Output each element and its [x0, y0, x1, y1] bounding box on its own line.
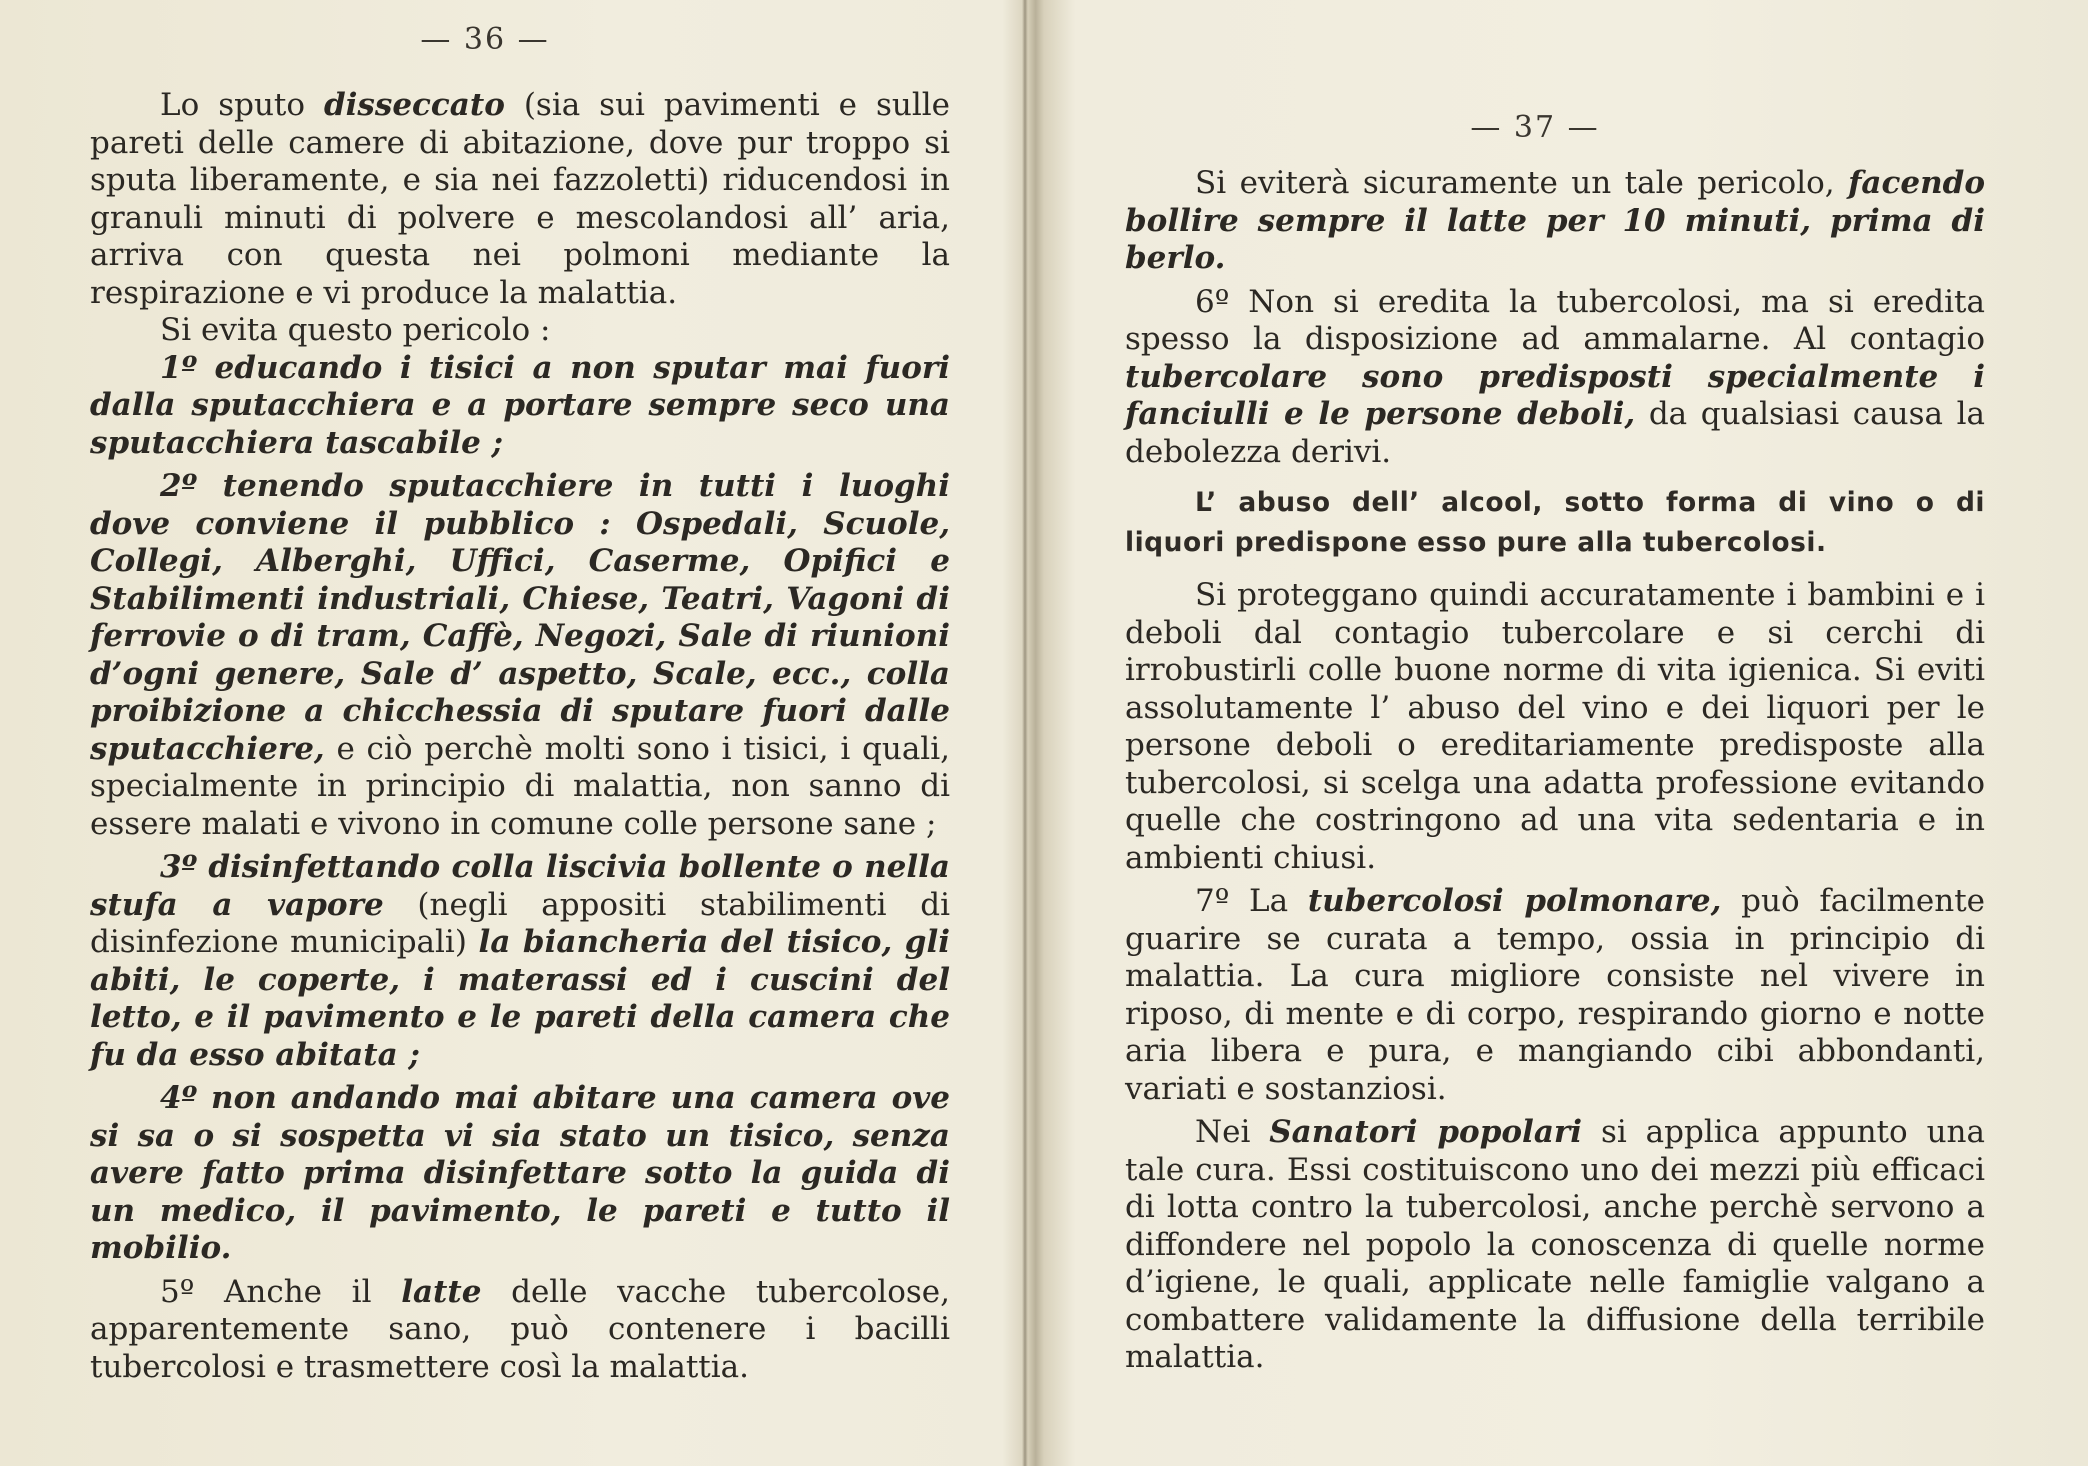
- italic-run: facendo bollire sempre il latte per 10 minuti, prima di berlo.: [1125, 165, 1985, 276]
- right-page: [1125, 0, 1985, 1466]
- text-run: e ciò perchè molti sono i tisici, i quali, specialmente in principio di malattia, non sanno di essere malati e vivono in comune colle persone sane ;: [90, 730, 950, 842]
- italic-run: disseccato: [323, 87, 505, 123]
- right-paragraph-1: [1125, 165, 1985, 278]
- text-run: (sia sui pavimenti e sulle pareti delle camere di abitazione, dove pur troppo si sputa liberamente, e sia nei fazzoletti) riducendosi in granuli minuti di polvere e mescolandosi all’ aria, arriva con questa nei polmoni mediante la respirazione e vi produce la malattia.: [90, 87, 950, 311]
- italic-run: la biancheria del tisico, gli abiti, le coperte, i materassi ed i cuscini del letto, e il pavimento e le pareti della camera che fu da esso abitata ;: [90, 924, 950, 1073]
- text-run: Nei: [1195, 1114, 1270, 1150]
- left-paragraph-3: 1º educando i tisici a non sputar mai fuori dalla sputacchiera e a portare sempre seco una sputacchiera tascabile ;: [90, 349, 950, 461]
- italic-run: latte: [401, 1273, 482, 1310]
- italic-run: Sanatori popolari: [1269, 1114, 1583, 1150]
- book-gutter: [1022, 0, 1028, 1466]
- text-run: si applica appunto una tale cura. Essi costituiscono uno dei mezzi più efficaci di lotta contro la tubercolosi, anche perchè servono a diffondere nel popolo la conoscenza di quelle norme d’igiene, le quali, applicate nelle famiglie valgano a combattere validamente la diffusione della terribile malattia.: [1125, 1114, 1985, 1375]
- right-paragraph-5: [1125, 883, 1985, 1108]
- italic-run: 2º tenendo sputacchiere in tutti i luoghi dove conviene il pubblico : Ospedali, Scuole, Collegi, Alberghi, Uffici, Caserme, Opifici e Stabilimenti industriali, Chiese, Teatri, Vagoni di ferrovie o di tram, Caffè, Negozi, Sale di riunioni d’ogni genere, Sale d’ aspetto, Scale, ecc., colla proibizione a chicchessia di sputare fuori dalle sputacchiere,: [90, 468, 950, 767]
- left-paragraph-7: [90, 1274, 950, 1387]
- left-paragraph-4: [90, 468, 950, 843]
- left-paragraph-1: [90, 87, 950, 312]
- right-paragraph-2: [1125, 284, 1985, 472]
- right-paragraph-6: [1125, 1114, 1985, 1377]
- right-paragraph-4: Si proteggano quindi accuratamente i bambini e i deboli dal contagio tubercolare e si cerchi di irrobustirli colle buone norme di vita igienica. Si eviti assolutamente l’ abuso del vino e dei liquori per le persone deboli o ereditariamente predisposte alla tubercolosi, si scelga una adatta professione evitando quelle che costringono ad una vita sedentaria e in ambienti chiusi.: [1125, 577, 1985, 876]
- text-run: da qualsiasi causa la debolezza derivi.: [1125, 396, 1985, 470]
- text-run: (negli appositi stabilimenti di disinfezione municipali): [90, 886, 950, 960]
- text-run: 5º Anche il: [160, 1273, 402, 1310]
- italic-run: 3º disinfettando colla liscivia bollente o nella stufa a vapore: [90, 849, 950, 923]
- text-run: Lo sputo: [160, 87, 324, 123]
- text-run: delle vacche tubercolose, apparentemente sano, può contenere i bacilli tubercolosi e trasmettere così la malattia.: [90, 1273, 950, 1385]
- text-run: Si eviterà sicuramente un tale pericolo,: [1195, 165, 1849, 201]
- italic-run: tubercolare sono predisposti specialmente i fanciulli e le persone deboli,: [1125, 358, 1985, 432]
- right-bold-notice: L’ abuso dell’ alcool, sotto forma di vino o di liquori predispone esso pure alla tubercolosi.: [1125, 487, 1985, 558]
- left-paragraph-2: Si evita questo pericolo :: [160, 312, 551, 348]
- left-paragraph-5: [90, 849, 950, 1074]
- left-paragraph-6: 4º non andando mai abitare una camera ove si sa o si sospetta vi sia stato un tisico, senza avere fatto prima disinfettare sotto la guida di un medico, il pavimento, le pareti e tutto il mobilio.: [90, 1080, 950, 1266]
- left-page: [90, 0, 950, 1466]
- right-page-number: — 37 —: [1470, 110, 1600, 145]
- italic-run: tubercolosi polmonare,: [1307, 883, 1722, 919]
- left-page-number: — 36 —: [420, 22, 550, 57]
- text-run: 7º La: [1195, 883, 1308, 919]
- text-run: 6º Non si eredita la tubercolosi, ma si eredita spesso la disposizione ad ammalarne. Al contagio: [1125, 283, 1985, 357]
- text-run: può facilmente guarire se curata a tempo, ossia in principio di malattia. La cura migliore consiste nel vivere in riposo, di mente e di corpo, respirando giorno e notte aria libera e pura, e mangiando cibi abbondanti, variati e sostanziosi.: [1125, 883, 1985, 1107]
